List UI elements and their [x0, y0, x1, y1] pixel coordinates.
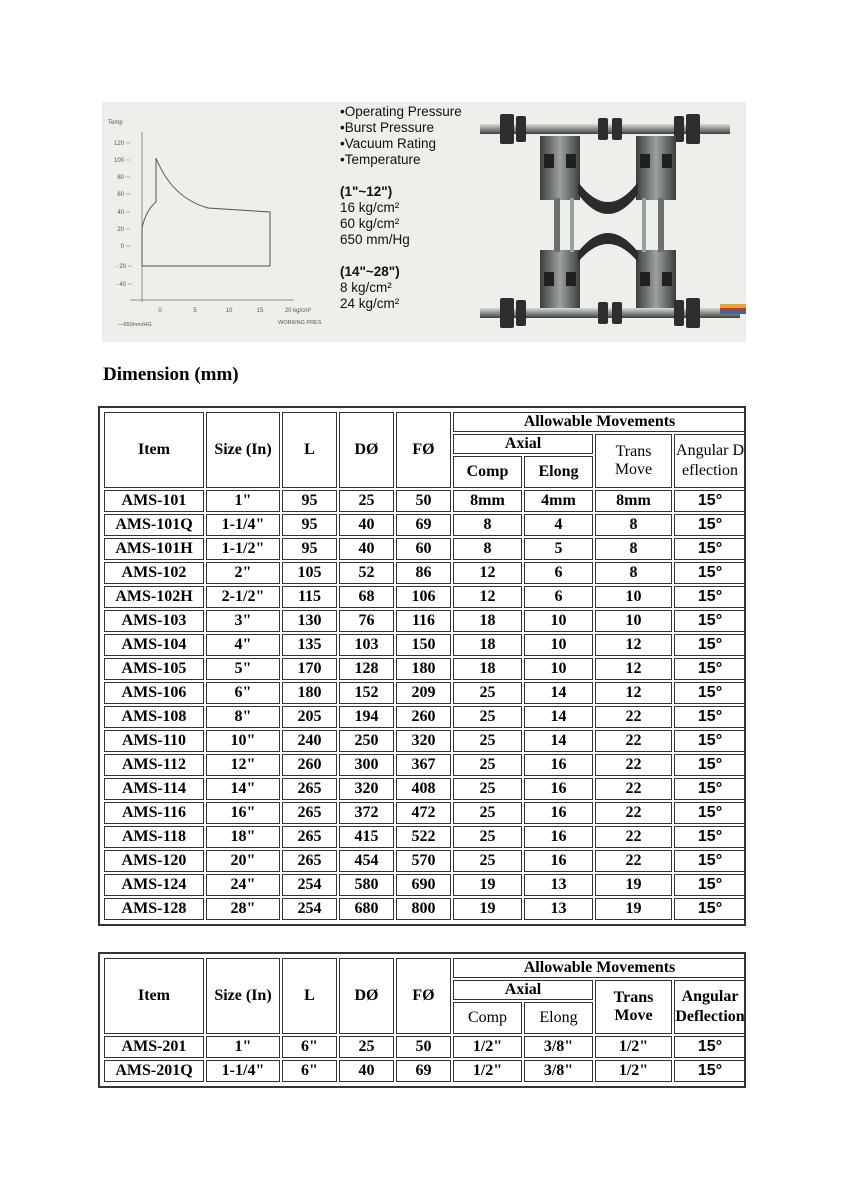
table-cell: 16" — [206, 802, 280, 824]
table-cell: AMS-110 — [104, 730, 204, 752]
table-cell: 170 — [282, 658, 337, 680]
table-cell: 25 — [453, 730, 522, 752]
y-tick: 80 — [117, 175, 124, 181]
table-cell: 454 — [339, 850, 394, 872]
y-tick: - 40 — [115, 282, 126, 288]
table-cell: 8mm — [595, 490, 672, 512]
table-cell: 60 — [396, 538, 451, 560]
spec-label-temperature: •Temperature — [340, 152, 421, 167]
y-tick: 20 — [117, 227, 124, 233]
table-row — [104, 610, 746, 632]
y-tick: 40 — [117, 210, 124, 216]
col-header-elong: Elong — [524, 456, 593, 488]
dimension-table — [102, 410, 748, 922]
table-row — [104, 682, 746, 704]
table-cell: 2-1/2" — [206, 586, 280, 608]
table-cell: 15° — [674, 490, 746, 512]
table-cell: AMS-102 — [104, 562, 204, 584]
table-cell: 205 — [282, 706, 337, 728]
table-cell: 12 — [595, 634, 672, 656]
col-header-fo: FØ — [396, 958, 451, 1034]
x-tick: 0 — [158, 308, 162, 314]
table-cell: 10 — [524, 610, 593, 632]
table-cell: AMS-201Q — [104, 1060, 204, 1082]
table-cell: 6 — [524, 562, 593, 584]
table-cell: 22 — [595, 850, 672, 872]
table-row — [104, 514, 746, 536]
table-cell: 2" — [206, 562, 280, 584]
table-cell: 15° — [674, 730, 746, 752]
table-cell: 25 — [453, 754, 522, 776]
table-cell: 152 — [339, 682, 394, 704]
table-cell: AMS-101 — [104, 490, 204, 512]
table-cell: 16 — [524, 850, 593, 872]
table-body — [104, 1036, 746, 1082]
table-cell: 8 — [595, 514, 672, 536]
table-cell: 69 — [396, 514, 451, 536]
table-cell: 320 — [396, 730, 451, 752]
table-cell: 260 — [396, 706, 451, 728]
table-cell: 50 — [396, 490, 451, 512]
table-cell: 40 — [339, 1060, 394, 1082]
table-cell: 265 — [282, 802, 337, 824]
table-cell: 3/8" — [524, 1036, 593, 1058]
table-cell: 5" — [206, 658, 280, 680]
table-cell: 265 — [282, 826, 337, 848]
x-tick: 15 — [256, 308, 264, 314]
table-row — [104, 562, 746, 584]
table-cell: 209 — [396, 682, 451, 704]
table-cell: 28" — [206, 898, 280, 920]
table-cell: 24" — [206, 874, 280, 896]
table-row — [104, 1060, 746, 1082]
table-cell: 25 — [453, 778, 522, 800]
table-row — [104, 850, 746, 872]
spec-label-burst: •Burst Pressure — [340, 120, 435, 135]
table-cell: 105 — [282, 562, 337, 584]
table-cell: 194 — [339, 706, 394, 728]
x-tick: 5 — [193, 308, 197, 314]
rubber-bellows — [578, 182, 638, 214]
table-cell: 86 — [396, 562, 451, 584]
table-cell: 18" — [206, 826, 280, 848]
pressure-temperature-chart — [102, 102, 334, 342]
table-cell: 18 — [453, 634, 522, 656]
table-cell: 76 — [339, 610, 394, 632]
table-row — [104, 802, 746, 824]
table-cell: 1-1/2" — [206, 538, 280, 560]
table-cell: 15° — [674, 898, 746, 920]
table-cell: 265 — [282, 778, 337, 800]
table-cell: 15° — [674, 706, 746, 728]
table-cell: 15° — [674, 778, 746, 800]
col-header-size: Size (In) — [206, 958, 280, 1034]
table-cell: 265 — [282, 850, 337, 872]
table-cell: 25 — [339, 1036, 394, 1058]
table-cell: AMS-101Q — [104, 514, 204, 536]
table-cell: 16 — [524, 778, 593, 800]
table-cell: AMS-101H — [104, 538, 204, 560]
table-cell: 25 — [339, 490, 394, 512]
table-cell: 180 — [282, 682, 337, 704]
table-cell: 19 — [595, 898, 672, 920]
table-cell: 254 — [282, 898, 337, 920]
col-header-angular-deflection: Angular Deflection — [674, 980, 746, 1034]
table-cell: 1/2" — [595, 1060, 672, 1082]
table-row — [104, 826, 746, 848]
table-cell: AMS-120 — [104, 850, 204, 872]
table-cell: 8 — [453, 538, 522, 560]
table-cell: 150 — [396, 634, 451, 656]
table-cell: 570 — [396, 850, 451, 872]
table-cell: 16 — [524, 754, 593, 776]
table-cell: 22 — [595, 754, 672, 776]
table-cell: 6" — [206, 682, 280, 704]
dimension-table-1 — [98, 406, 746, 926]
table-cell: AMS-128 — [104, 898, 204, 920]
table-body — [104, 490, 746, 920]
table-cell: 15° — [674, 1036, 746, 1058]
col-header-l: L — [282, 958, 337, 1034]
table-row — [104, 538, 746, 560]
table-cell: 15° — [674, 538, 746, 560]
table-row — [104, 634, 746, 656]
table-cell: 1-1/4" — [206, 1060, 280, 1082]
table-row — [104, 1036, 746, 1058]
table-cell: 250 — [339, 730, 394, 752]
col-header-fo: FØ — [396, 412, 451, 488]
table-cell: 14" — [206, 778, 280, 800]
table-cell: AMS-108 — [104, 706, 204, 728]
table-cell: 15° — [674, 826, 746, 848]
table-cell: 8 — [453, 514, 522, 536]
table-cell: 180 — [396, 658, 451, 680]
table-cell: 1/2" — [453, 1060, 522, 1082]
table-cell: 52 — [339, 562, 394, 584]
spec-group2-value: 24 kg/cm² — [340, 296, 400, 311]
table-cell: 4" — [206, 634, 280, 656]
table-cell: 19 — [453, 898, 522, 920]
table-cell: 13 — [524, 898, 593, 920]
y-tick: 0 — [120, 244, 124, 250]
table-cell: 10 — [524, 634, 593, 656]
table-cell: 1" — [206, 490, 280, 512]
col-header-item: Item — [104, 958, 204, 1034]
table-cell: 1" — [206, 1036, 280, 1058]
table-cell: 22 — [595, 802, 672, 824]
col-header-axial: Axial — [453, 980, 593, 1000]
table-cell: 115 — [282, 586, 337, 608]
y-axis-label: Temp — [108, 120, 123, 126]
table-cell: AMS-105 — [104, 658, 204, 680]
table-cell: 25 — [453, 802, 522, 824]
table-row — [104, 706, 746, 728]
table-cell: 14 — [524, 706, 593, 728]
table-cell: 22 — [595, 706, 672, 728]
table-cell: 415 — [339, 826, 394, 848]
table-row — [104, 778, 746, 800]
table-cell: 103 — [339, 634, 394, 656]
table-row — [104, 730, 746, 752]
table-row — [104, 490, 746, 512]
y-ticks — [114, 141, 127, 288]
table-cell: 68 — [339, 586, 394, 608]
table-cell: 40 — [339, 514, 394, 536]
table-cell: 372 — [339, 802, 394, 824]
table-cell: 3" — [206, 610, 280, 632]
dimension-table — [102, 956, 748, 1084]
table-cell: 522 — [396, 826, 451, 848]
table-cell: 10 — [595, 610, 672, 632]
x-tick: 20 kg/cm² — [284, 308, 312, 314]
table-row — [104, 586, 746, 608]
table-cell: 8" — [206, 706, 280, 728]
table-cell: 5 — [524, 538, 593, 560]
spec-image-band — [102, 102, 746, 342]
table-cell: 69 — [396, 1060, 451, 1082]
col-header-allowable-movements: Allowable Movements — [453, 958, 746, 978]
table-cell: 15° — [674, 634, 746, 656]
table-cell: 12 — [453, 562, 522, 584]
col-header-size: Size (In) — [206, 412, 280, 488]
table-cell: 680 — [339, 898, 394, 920]
table-cell: 3/8" — [524, 1060, 593, 1082]
table-cell: 240 — [282, 730, 337, 752]
table-cell: 10 — [595, 586, 672, 608]
table-cell: 1-1/4" — [206, 514, 280, 536]
table-cell: AMS-116 — [104, 802, 204, 824]
table-cell: AMS-103 — [104, 610, 204, 632]
table-cell: 260 — [282, 754, 337, 776]
table-cell: AMS-124 — [104, 874, 204, 896]
col-header-trans-move: Trans Move — [595, 980, 672, 1034]
table-cell: 1/2" — [453, 1036, 522, 1058]
table-cell: 14 — [524, 730, 593, 752]
x-tick: 10 — [225, 308, 233, 314]
table-cell: 15° — [674, 754, 746, 776]
table-cell: AMS-106 — [104, 682, 204, 704]
table-cell: 116 — [396, 610, 451, 632]
spec-label-operating: •Operating Pressure — [340, 104, 462, 119]
table-cell: AMS-201 — [104, 1036, 204, 1058]
col-header-do: DØ — [339, 958, 394, 1034]
table-cell: 8 — [595, 562, 672, 584]
operating-envelope-curve — [142, 158, 270, 266]
table-cell: 15° — [674, 586, 746, 608]
x-axis-label: WORKING PRES — [278, 320, 322, 326]
table-cell: 18 — [453, 658, 522, 680]
table-cell: 690 — [396, 874, 451, 896]
table-cell: AMS-104 — [104, 634, 204, 656]
table-cell: 18 — [453, 610, 522, 632]
col-header-comp: Comp — [453, 456, 522, 488]
col-header-axial: Axial — [453, 434, 593, 454]
table-cell: 50 — [396, 1036, 451, 1058]
table-cell: 8mm — [453, 490, 522, 512]
table-cell: 22 — [595, 730, 672, 752]
table-row — [104, 754, 746, 776]
spec-label-vacuum: •Vacuum Rating — [340, 136, 437, 151]
col-header-do: DØ — [339, 412, 394, 488]
table-cell: 408 — [396, 778, 451, 800]
y-tick: 60 — [117, 192, 124, 198]
table-cell: 25 — [453, 850, 522, 872]
table-cell: 8 — [595, 538, 672, 560]
spec-group2-header: (14"~28") — [340, 264, 400, 279]
table-row — [104, 874, 746, 896]
table-cell: 6 — [524, 586, 593, 608]
table-cell: 19 — [595, 874, 672, 896]
table-cell: 320 — [339, 778, 394, 800]
table-cell: 95 — [282, 538, 337, 560]
table-cell: AMS-118 — [104, 826, 204, 848]
table-cell: 15° — [674, 682, 746, 704]
col-header-l: L — [282, 412, 337, 488]
table-row — [104, 658, 746, 680]
spec-group2-value: 8 kg/cm² — [340, 280, 392, 295]
table-cell: 580 — [339, 874, 394, 896]
col-header-trans-move: Trans Move — [595, 434, 672, 488]
table-cell: 25 — [453, 706, 522, 728]
table-cell: 15° — [674, 874, 746, 896]
table-row — [104, 898, 746, 920]
table-cell: 6" — [282, 1060, 337, 1082]
table-cell: 40 — [339, 538, 394, 560]
col-header-angular-deflection: Angular Deflection — [674, 434, 746, 488]
table-cell: AMS-112 — [104, 754, 204, 776]
table-cell: 15° — [674, 850, 746, 872]
table-cell: 15° — [674, 610, 746, 632]
table-cell: 1/2" — [595, 1036, 672, 1058]
table-cell: 15° — [674, 802, 746, 824]
table-cell: 300 — [339, 754, 394, 776]
table-cell: 472 — [396, 802, 451, 824]
table-cell: 130 — [282, 610, 337, 632]
table-cell: 15° — [674, 562, 746, 584]
col-header-item: Item — [104, 412, 204, 488]
table-cell: 6" — [282, 1036, 337, 1058]
expansion-joint-photo — [470, 102, 746, 342]
table-cell: 22 — [595, 826, 672, 848]
table-cell: 10" — [206, 730, 280, 752]
table-cell: 25 — [453, 826, 522, 848]
table-cell: 16 — [524, 826, 593, 848]
table-cell: 20" — [206, 850, 280, 872]
table-cell: 15° — [674, 1060, 746, 1082]
col-header-elong: Elong — [524, 1002, 593, 1034]
table-cell: 14 — [524, 682, 593, 704]
y-tick: - 20 — [115, 264, 126, 270]
table-cell: 12 — [595, 682, 672, 704]
table-cell: 95 — [282, 514, 337, 536]
dimension-heading: Dimension (mm) — [103, 364, 239, 385]
table-cell: 13 — [524, 874, 593, 896]
table-cell: 106 — [396, 586, 451, 608]
table-cell: 367 — [396, 754, 451, 776]
table-cell: 4 — [524, 514, 593, 536]
x-left-label: —650mm/HG — [118, 322, 152, 328]
table-cell: 16 — [524, 802, 593, 824]
table-cell: 4mm — [524, 490, 593, 512]
table-cell: AMS-114 — [104, 778, 204, 800]
table-cell: AMS-102H — [104, 586, 204, 608]
table-cell: 19 — [453, 874, 522, 896]
spec-group1-value: 16 kg/cm² — [340, 200, 400, 215]
table-cell: 25 — [453, 682, 522, 704]
spec-group1-value: 650 mm/Hg — [340, 232, 410, 247]
table-cell: 135 — [282, 634, 337, 656]
y-tick: 120 — [113, 141, 124, 147]
col-header-comp: Comp — [453, 1002, 522, 1034]
table-cell: 254 — [282, 874, 337, 896]
table-cell: 10 — [524, 658, 593, 680]
dimension-table-2 — [98, 952, 746, 1088]
spec-group1-value: 60 kg/cm² — [340, 216, 400, 231]
spec-list — [340, 104, 490, 312]
rubber-bellows — [578, 233, 638, 262]
spec-group1-header: (1"~12") — [340, 184, 393, 199]
x-ticks — [158, 308, 311, 314]
table-cell: 800 — [396, 898, 451, 920]
table-cell: 12 — [453, 586, 522, 608]
table-cell: 22 — [595, 778, 672, 800]
y-tick: 100 — [113, 158, 124, 164]
col-header-allowable-movements: Allowable Movements — [453, 412, 746, 432]
table-cell: 15° — [674, 658, 746, 680]
table-cell: 95 — [282, 490, 337, 512]
table-cell: 12 — [595, 658, 672, 680]
table-cell: 12" — [206, 754, 280, 776]
table-cell: 128 — [339, 658, 394, 680]
table-cell: 15° — [674, 514, 746, 536]
